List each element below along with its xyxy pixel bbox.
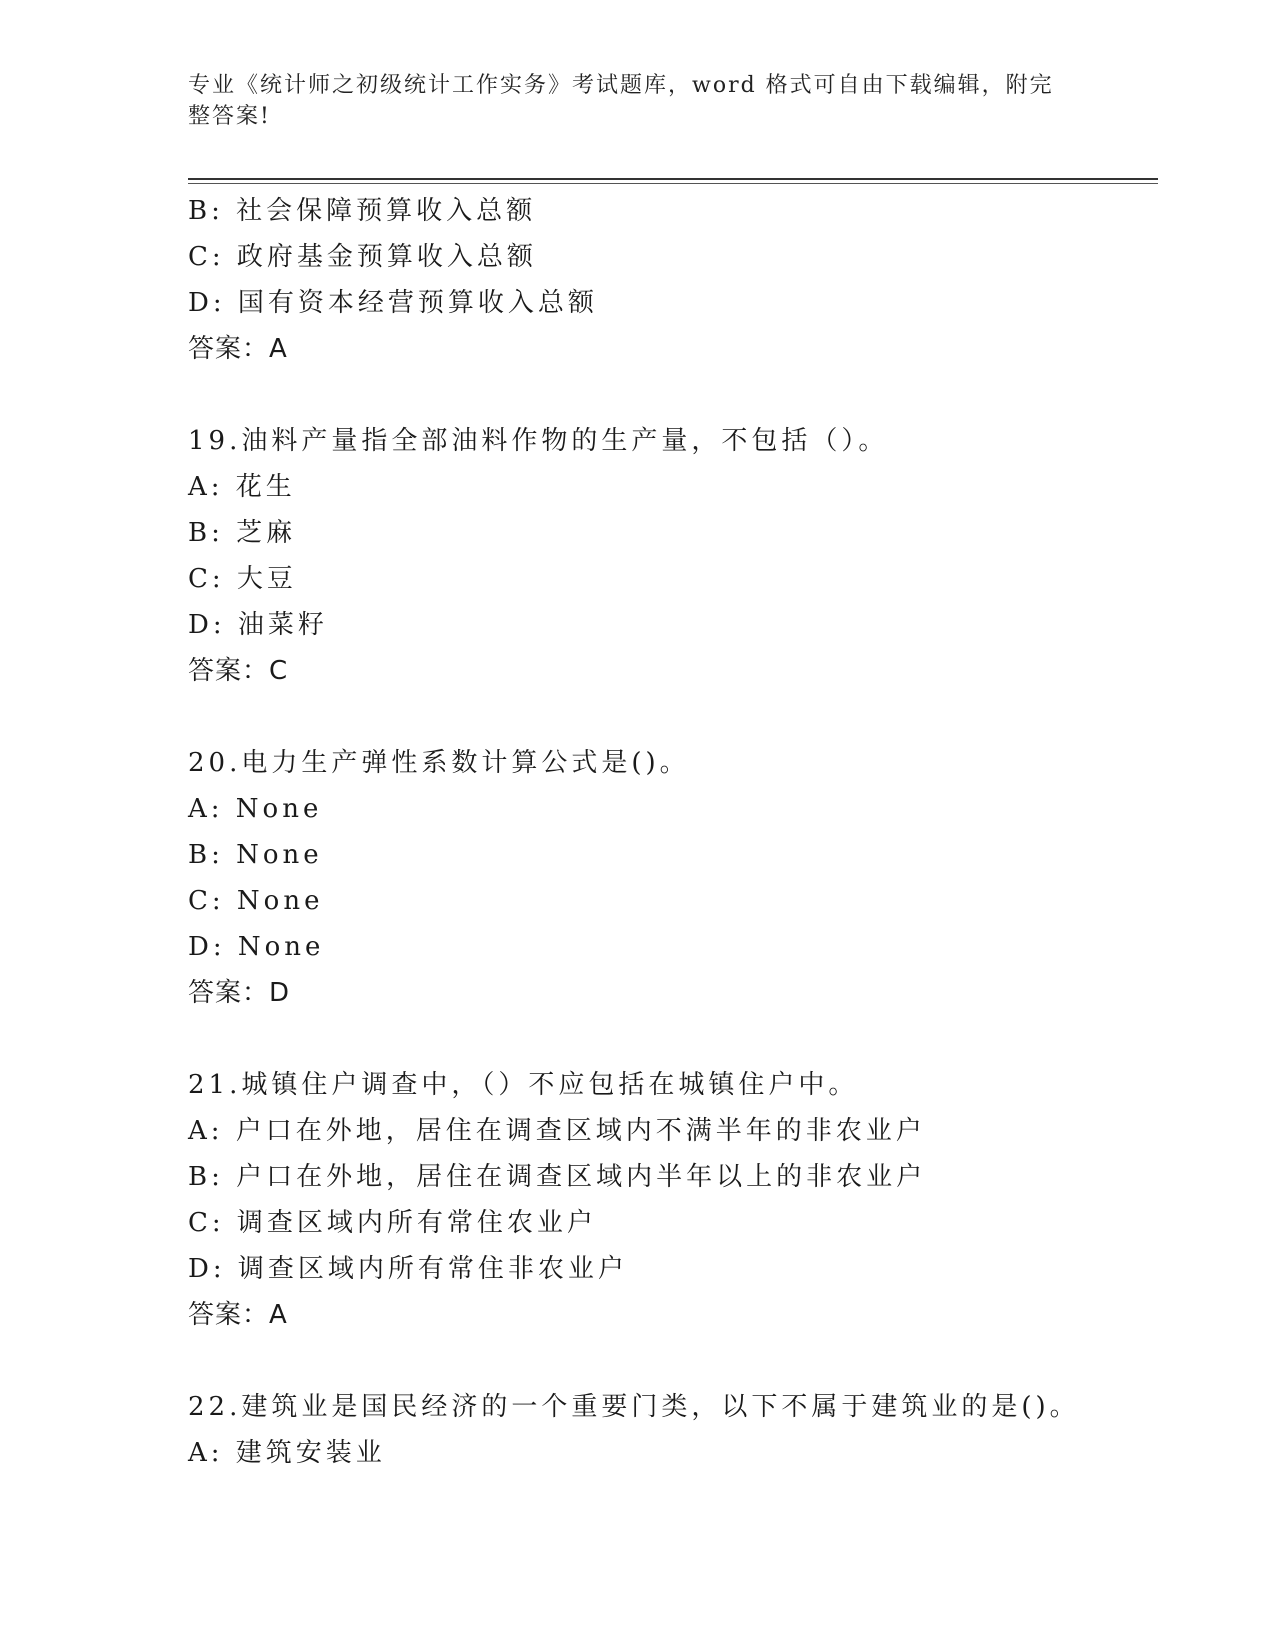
option-b: B: 社会保障预算收入总额 (188, 196, 537, 226)
question-stem: 19.油料产量指全部油料作物的生产量，不包括（）。 (188, 426, 889, 456)
question-stem: 22.建筑业是国民经济的一个重要门类，以下不属于建筑业的是()。 (188, 1392, 1080, 1422)
option-d: D: 国有资本经营预算收入总额 (188, 288, 598, 318)
option-b: B: 芝麻 (188, 518, 297, 548)
option-b: B: None (188, 840, 323, 870)
option-c: C: 调查区域内所有常住农业户 (188, 1208, 597, 1238)
answer-line: 答案：D (188, 978, 291, 1008)
question-stem: 20.电力生产弹性系数计算公式是()。 (188, 748, 690, 778)
header-line-2: 整答案! (188, 104, 271, 129)
question-block-22 (188, 1384, 1158, 1476)
header-divider-thick (188, 178, 1158, 180)
spacer (188, 1016, 1158, 1062)
option-a: A: None (188, 794, 323, 824)
option-d: D: 油菜籽 (188, 610, 328, 640)
option-a: A: 建筑安装业 (188, 1438, 386, 1468)
option-a: A: 户口在外地，居住在调查区域内不满半年的非农业户 (188, 1116, 926, 1146)
spacer (188, 694, 1158, 740)
spacer (188, 1338, 1158, 1384)
question-block-18 (188, 188, 1158, 372)
document-header (188, 70, 1058, 132)
option-d: D: 调查区域内所有常住非农业户 (188, 1254, 628, 1284)
question-block-20 (188, 740, 1158, 1016)
question-block-21 (188, 1062, 1158, 1338)
option-a: A: 花生 (188, 472, 296, 502)
question-list (188, 188, 1158, 1476)
option-c: C: None (188, 886, 324, 916)
option-b: B: 户口在外地，居住在调查区域内半年以上的非农业户 (188, 1162, 927, 1192)
option-c: C: 大豆 (188, 564, 297, 594)
answer-line: 答案：C (188, 656, 289, 686)
question-block-19 (188, 418, 1158, 694)
option-c: C: 政府基金预算收入总额 (188, 242, 537, 272)
answer-line: 答案：A (188, 1300, 288, 1330)
option-d: D: None (188, 932, 325, 962)
spacer (188, 372, 1158, 418)
header-divider-thin (188, 183, 1158, 184)
question-stem: 21.城镇住户调查中，（）不应包括在城镇住户中。 (188, 1070, 859, 1100)
header-line-1: 专业《统计师之初级统计工作实务》考试题库，word 格式可自由下载编辑，附完 (188, 73, 1054, 98)
answer-line: 答案：A (188, 334, 288, 364)
